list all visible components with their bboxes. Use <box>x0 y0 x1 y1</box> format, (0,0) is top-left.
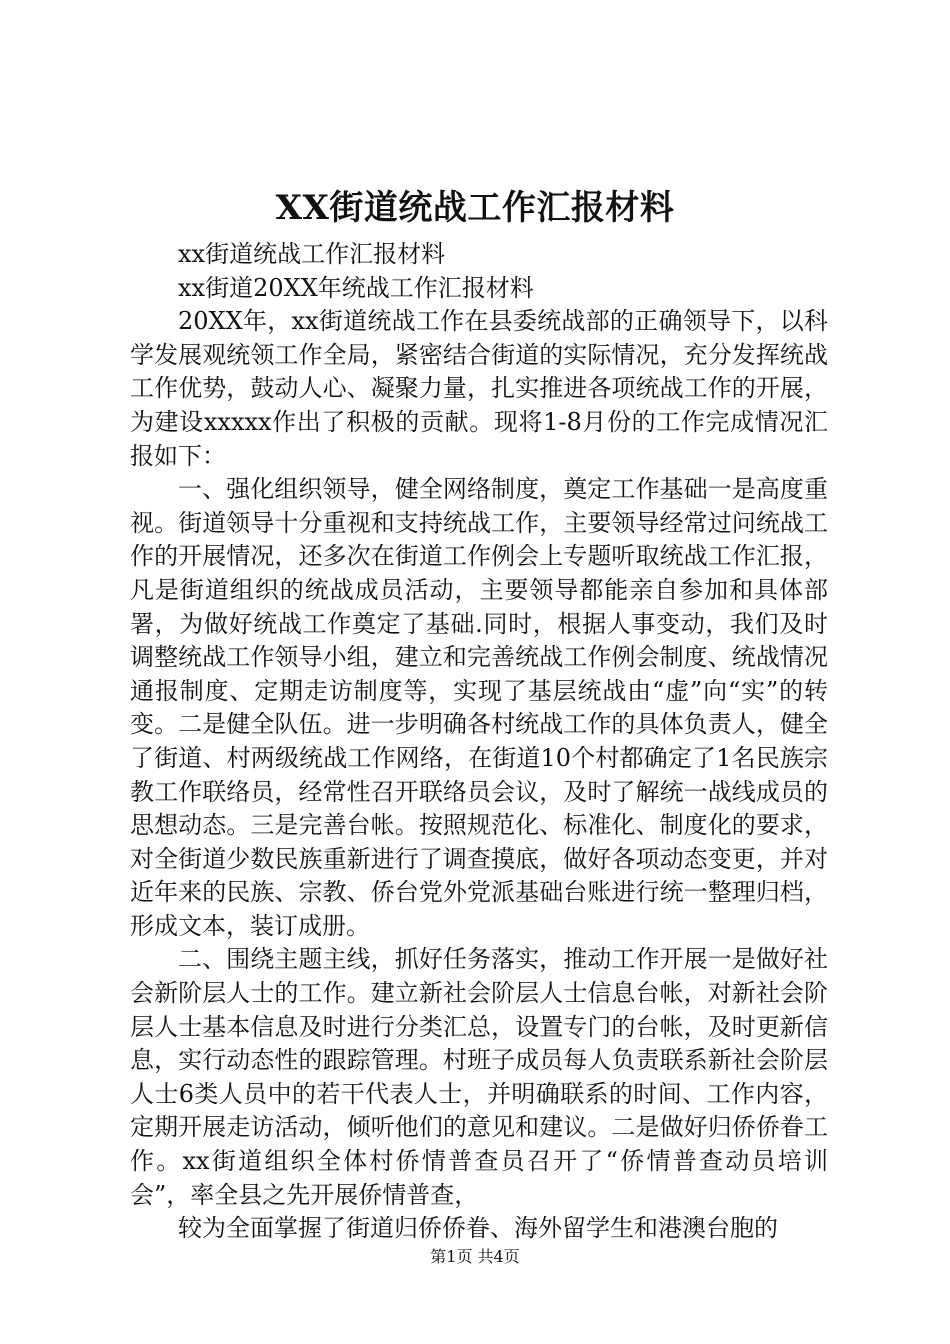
paragraph-section-2: 二、围绕主题主线，抓好任务落实，推动工作开展一是做好社会新阶层人士的工作。建立新社会阶层人士信息台帐，对新社会阶层人士基本信息及时进行分类汇总，设置专门的台帐，及时更新信息，实行动态性的跟踪管理。村班子成员每人负责联系新社会阶层人士6类人员中的若干代表人士，并明确联系的时间、工作内容，定期开展走访活动，倾听他们的意见和建议。二是做好归侨侨眷工作。xx街道组织全体村侨情普查员召开了“侨情普查动员培训会”，率全县之先开展侨情普查， <box>130 945 828 1209</box>
paragraph-section-1: 一、强化组织领导，健全网络制度，奠定工作基础一是高度重视。街道领导十分重视和支持统战工作，主要领导经常过问统战工作的开展情况，还多次在街道工作例会上专题听取统战工作汇报，凡是街道组织的统战成员活动，主要领导都能亲自参加和具体部署，为做好统战工作奠定了基础.同时，根据人事变动，我们及时调整统战工作领导小组，建立和完善统战工作例会制度、统战情况通报制度、定期走访制度等，实现了基层统战由“虚”向“实”的转变。二是健全队伍。进一步明确各村统战工作的具体负责人，健全了街道、村两级统战工作网络，在街道10个村都确定了1名民族宗教工作联络员，经常性召开联络员会议，及时了解统一战线成员的思想动态。三是完善台帐。按照规范化、标准化、制度化的要求，对全街道少数民族重新进行了调查摸底，做好各项动态变更，并对近年来的民族、宗教、侨台党外党派基础台账进行统一整理归档，形成文本，装订成册。 <box>130 475 828 940</box>
paragraph-intro: 20XX年，xx街道统战工作在县委统战部的正确领导下，以科学发展观统领工作全局，紧密结合街道的实际情况，充分发挥统战工作优势，鼓动人心、凝聚力量，扎实推进各项统战工作的开展，为建设xxxxx作出了积极的贡献。现将1-8月份的工作完成情况汇报如下： <box>130 307 828 470</box>
paragraph-subtitle-2: xx街道20XX年统战工作汇报材料 <box>178 273 534 302</box>
document-title: XX街道统战工作汇报材料 <box>275 188 675 228</box>
paragraph-continuation: 较为全面掌握了街道归侨侨眷、海外留学生和港澳台胞的 <box>178 1214 778 1243</box>
paragraph-subtitle-1: xx街道统战工作汇报材料 <box>178 240 446 268</box>
page-number-footer: 第1页 共4页 <box>430 1247 520 1266</box>
document-body <box>130 238 828 1246</box>
